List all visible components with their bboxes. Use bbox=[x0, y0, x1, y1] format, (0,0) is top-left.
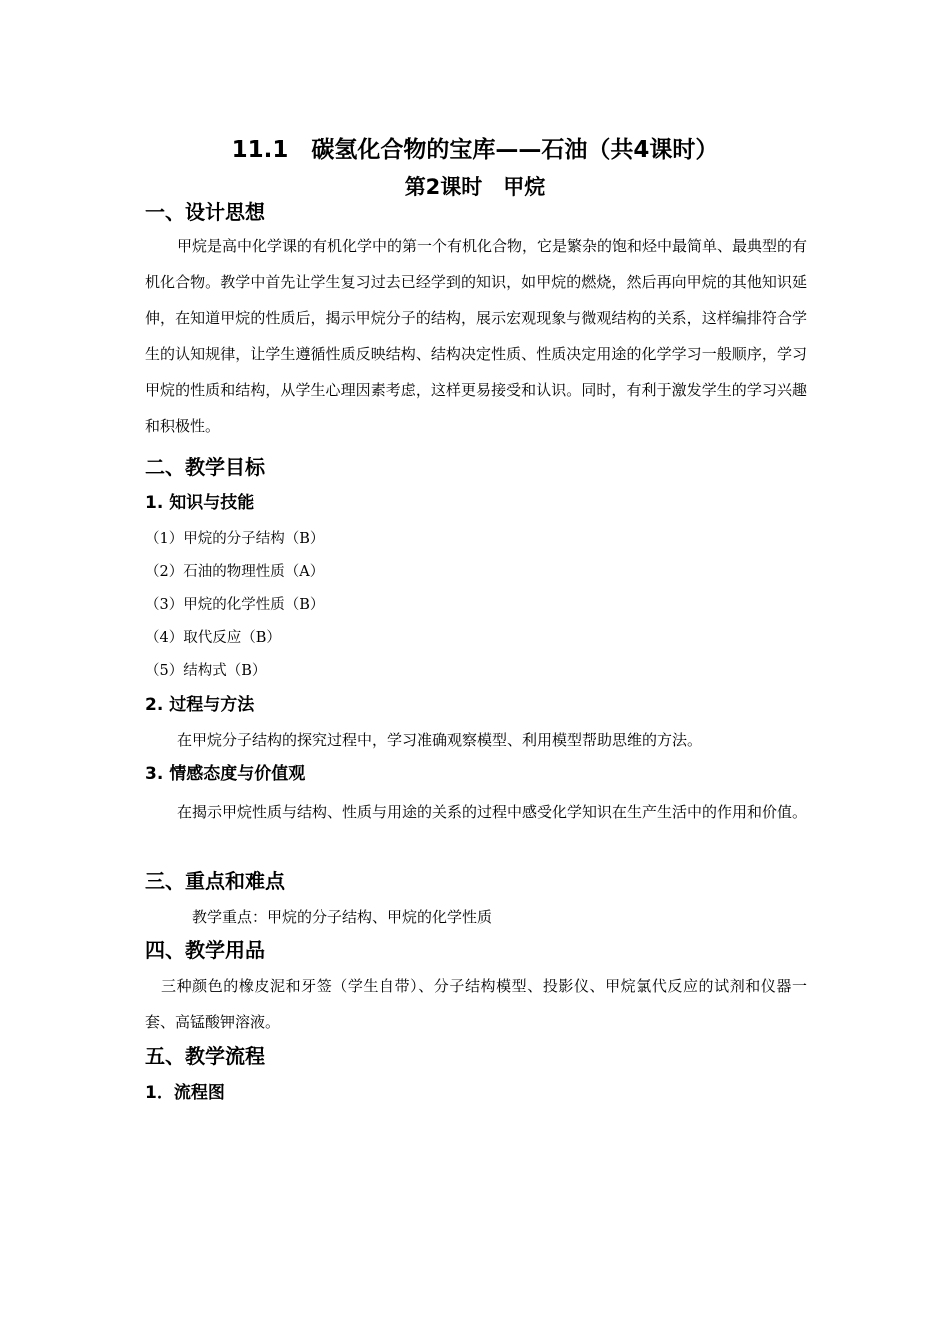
section-heading-materials: 四、教学用品 bbox=[145, 938, 265, 962]
objective-heading-process: 2. 过程与方法 bbox=[145, 695, 255, 715]
flow-subheading-chart: 1．流程图 bbox=[145, 1083, 225, 1103]
objective-item: （3）甲烷的化学性质（B） bbox=[145, 597, 325, 613]
section-heading-keypoints: 三、重点和难点 bbox=[145, 869, 285, 893]
process-paragraph: 在甲烷分子结构的探究过程中，学习准确观察模型、利用模型帮助思维的方法。 bbox=[177, 731, 703, 749]
objective-heading-attitude: 3. 情感态度与价值观 bbox=[145, 764, 306, 784]
section-heading-design: 一、设计思想 bbox=[145, 200, 265, 224]
attitude-paragraph: 在揭示甲烷性质与结构、性质与用途的关系的过程中感受化学知识在生产生活中的作用和价值。 bbox=[177, 803, 808, 821]
materials-paragraph: 三种颜色的橡皮泥和牙签（学生自带）、分子结构模型、投影仪、甲烷氯代反应的试剂和仪器一套、高锰酸钾溶液。 bbox=[145, 977, 807, 1031]
objective-heading-knowledge: 1. 知识与技能 bbox=[145, 493, 255, 513]
objective-item: （1）甲烷的分子结构（B） bbox=[145, 531, 325, 547]
section-heading-objectives: 二、教学目标 bbox=[145, 455, 265, 479]
document-title: 11.1 碳氢化合物的宝库——石油（共4课时） bbox=[231, 137, 719, 163]
keypoints-text: 教学重点：甲烷的分子结构、甲烷的化学性质 bbox=[192, 908, 493, 926]
design-paragraph: 甲烷是高中化学课的有机化学中的第一个有机化合物，它是繁杂的饱和烃中最简单、最典型的有机化合物。教学中首先让学生复习过去已经学到的知识，如甲烷的燃烧，然后再向甲烷的其他知识延伸，在知道甲烷的性质后，揭示甲烷分子的结构，展示宏观现象与微观结构的关系，这样编排符合学生的认知规律，让学生遵循性质反映结构、结构决定性质、性质决定用途的化学学习一般顺序，学习甲烷的性质和结构，从学生心理因素考虑，这样更易接受和认识。同时，有利于激发学生的学习兴趣和积极性。 bbox=[145, 237, 808, 435]
objective-item: （4）取代反应（B） bbox=[145, 630, 281, 646]
document-subtitle: 第2课时 甲烷 bbox=[404, 175, 546, 199]
objective-item: （2）石油的物理性质（A） bbox=[145, 564, 325, 580]
objective-item: （5）结构式（B） bbox=[145, 663, 267, 679]
section-heading-flow: 五、教学流程 bbox=[145, 1044, 265, 1068]
